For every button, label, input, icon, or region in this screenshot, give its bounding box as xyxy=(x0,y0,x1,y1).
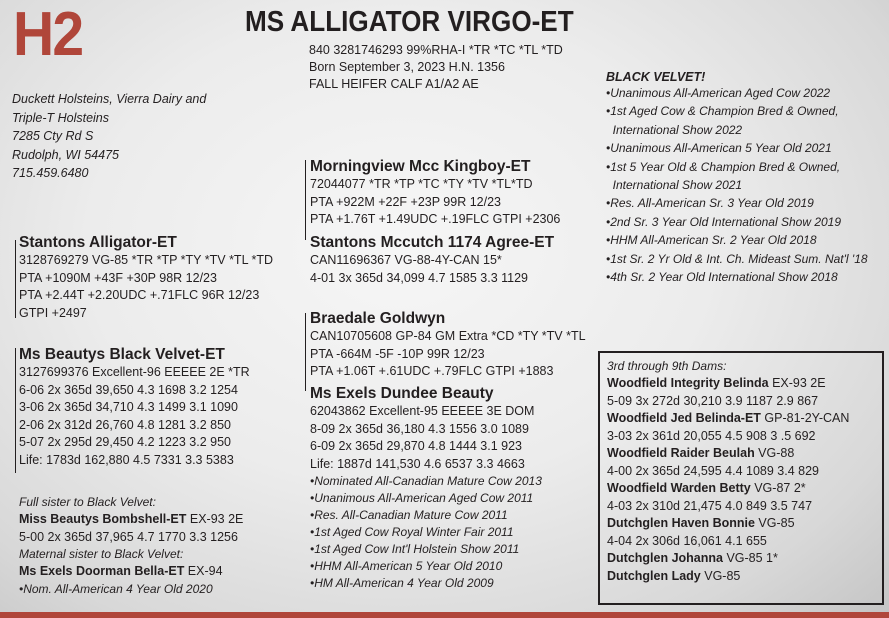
dam-dam-block xyxy=(310,385,542,592)
registration-line: FALL HEIFER CALF A1/A2 AE xyxy=(309,77,479,91)
full-sister-score: EX-93 2E xyxy=(186,512,244,526)
dam-sire-name: Braedale Goldwyn xyxy=(310,310,446,327)
registration-line: Born September 3, 2023 H.N. 1356 xyxy=(309,60,505,74)
sire-sire-name: Morningview Mcc Kingboy-ET xyxy=(310,158,531,175)
sire-sire-line: 72044077 *TR *TP *TC *TY *TV *TL*TD xyxy=(310,177,533,191)
dam-block xyxy=(19,346,250,469)
dam-sire-line: CAN10705608 GP-84 GM Extra *CD *TY *TV *TL xyxy=(310,329,586,343)
full-sister-name: Miss Beautys Bombshell-ET xyxy=(19,512,187,526)
sire-line: 3128769279 VG-85 *TR *TP *TY *TV *TL *TD xyxy=(19,253,274,267)
dam-entry-record: 3-03 2x 361d 20,055 4.5 908 3 .5 692 xyxy=(607,428,816,443)
dams-box xyxy=(598,351,884,605)
dam-line: 3127699376 Excellent-96 EEEEE 2E *TR xyxy=(19,365,250,379)
dam-dam-achievement: •HHM All-American 5 Year Old 2010 xyxy=(310,559,503,573)
sire-line: GTPI +2497 xyxy=(19,305,87,320)
dam-entry-name: Dutchglen Johanna xyxy=(607,551,723,565)
black-velvet-item: International Show 2022 xyxy=(606,122,743,137)
owner-line: Rudolph, WI 54475 xyxy=(12,147,120,162)
black-velvet-item: International Show 2021 xyxy=(606,178,743,193)
dam-sire-block xyxy=(310,310,586,381)
dam-entry-name: Woodfield Warden Betty xyxy=(607,481,751,495)
bottom-accent-bar xyxy=(0,612,889,618)
maternal-sister-label: Maternal sister to Black Velvet: xyxy=(19,547,184,561)
sire-line: PTA +1090M +43F +30P 98R 12/23 xyxy=(19,270,217,285)
dam-dam-achievement: •Nominated All-Canadian Mature Cow 2013 xyxy=(310,474,542,488)
dam-line: 6-06 2x 365d 39,650 4.3 1698 3.2 1254 xyxy=(19,382,238,397)
dam-entry-name: Dutchglen Haven Bonnie xyxy=(607,516,755,530)
dam-entry-score: VG-85 1* xyxy=(722,551,778,565)
dam-line: 3-06 2x 365d 34,710 4.3 1499 3.1 1090 xyxy=(19,400,238,414)
dam-entry-score: VG-87 2* xyxy=(750,481,806,495)
registration-line: 840 3281746293 99%RHA-I *TR *TC *TL *TD xyxy=(309,43,563,57)
black-velvet-item: •Unanimous All-American Aged Cow 2022 xyxy=(606,86,831,100)
pedigree-line-dam xyxy=(15,348,16,473)
dam-sire-line: PTA +1.06T +.61UDC +.79FLC GTPI +1883 xyxy=(310,364,554,378)
maternal-sister-note: •Nom. All-American 4 Year Old 2020 xyxy=(19,581,213,596)
dam-dam-name: Ms Exels Dundee Beauty xyxy=(310,385,494,402)
dam-dam-line: Life: 1887d 141,530 4.6 6537 3.3 4663 xyxy=(310,456,525,471)
dam-name: Ms Beautys Black Velvet-ET xyxy=(19,346,225,363)
dam-dam-achievement: •1st Aged Cow Royal Winter Fair 2011 xyxy=(310,525,514,539)
maternal-sister-score: EX-94 xyxy=(184,564,223,578)
dam-entry-score: GP-81-2Y-CAN xyxy=(760,411,850,425)
sire-sire-block xyxy=(310,158,560,229)
pedigree-line-sire xyxy=(15,240,16,318)
owner-line: 7285 Cty Rd S xyxy=(12,129,94,143)
black-velvet-item: •1st Aged Cow & Champion Bred & Owned, xyxy=(606,104,839,119)
dam-entry-name: Woodfield Jed Belinda-ET xyxy=(607,411,761,425)
dam-entry-score: VG-88 xyxy=(754,446,795,460)
dam-sire-line: PTA -664M -5F -10P 99R 12/23 xyxy=(310,346,485,361)
lot-number: H2 xyxy=(13,0,83,69)
black-velvet-item: •4th Sr. 2 Year Old International Show 2018 xyxy=(606,270,838,285)
pedigree-line-dam-sire xyxy=(305,313,306,391)
sire-sire-line: PTA +922M +22F +23P 99R 12/23 xyxy=(310,194,501,209)
dam-entry-name: Woodfield Integrity Belinda xyxy=(607,376,769,390)
sire-dam-block xyxy=(310,234,554,287)
dam-dam-achievement: •Res. All-Canadian Mature Cow 2011 xyxy=(310,508,508,522)
black-velvet-block xyxy=(606,70,868,286)
sire-dam-name: Stantons Mccutch 1174 Agree-ET xyxy=(310,234,555,251)
owner-line: Triple-T Holsteins xyxy=(12,110,110,125)
dam-dam-line: 8-09 2x 365d 36,180 4.3 1556 3.0 1089 xyxy=(310,421,529,436)
siblings-block xyxy=(19,494,243,598)
dam-entry-record: 4-00 2x 365d 24,595 4.4 1089 3.4 829 xyxy=(607,463,819,478)
dam-dam-achievement: •1st Aged Cow Int'l Holstein Show 2011 xyxy=(310,542,520,556)
dam-line: 2-06 2x 312d 26,760 4.8 1281 3.2 850 xyxy=(19,417,231,432)
dam-entry-record: 4-03 2x 310d 21,475 4.0 849 3.5 747 xyxy=(607,498,813,513)
sire-dam-line: 4-01 3x 365d 34,099 4.7 1585 3.3 1129 xyxy=(310,270,529,285)
registration-info xyxy=(309,42,563,93)
black-velvet-heading: BLACK VELVET! xyxy=(606,70,706,84)
dam-entry-score: EX-93 2E xyxy=(768,376,826,390)
owner-line: Duckett Holsteins, Vierra Dairy and xyxy=(12,92,207,106)
owner-line: 715.459.6480 xyxy=(12,166,89,180)
full-sister-label: Full sister to Black Velvet: xyxy=(19,495,156,509)
dams-heading: 3rd through 9th Dams: xyxy=(607,359,727,373)
black-velvet-item: •Unanimous All-American 5 Year Old 2021 xyxy=(606,141,832,156)
dam-entry-name: Dutchglen Lady xyxy=(607,568,701,583)
dam-dam-achievement: •HM All-American 4 Year Old 2009 xyxy=(310,576,494,590)
dam-entry-score: VG-85 xyxy=(700,568,741,583)
dam-line: 5-07 2x 295d 29,450 4.2 1223 3.2 950 xyxy=(19,435,231,449)
black-velvet-item: •1st 5 Year Old & Champion Bred & Owned, xyxy=(606,159,841,174)
sire-dam-line: CAN11696367 VG-88-4Y-CAN 15* xyxy=(310,253,502,267)
sire-sire-line: PTA +1.76T +1.49UDC +.19FLC GTPI +2306 xyxy=(310,212,561,226)
consignor-info xyxy=(12,90,206,183)
dam-entry-score: VG-85 xyxy=(754,516,795,530)
dam-line: Life: 1783d 162,880 4.5 7331 3.3 5383 xyxy=(19,452,234,467)
maternal-sister-name: Ms Exels Doorman Bella-ET xyxy=(19,564,185,578)
black-velvet-item: •HHM All-American Sr. 2 Year Old 2018 xyxy=(606,233,817,248)
black-velvet-item: •Res. All-American Sr. 3 Year Old 2019 xyxy=(606,196,814,211)
dam-entry-record: 4-04 2x 306d 16,061 4.1 655 xyxy=(607,533,767,548)
dam-dam-achievement: •Unanimous All-American Aged Cow 2011 xyxy=(310,491,534,505)
dam-entry-record: 5-09 3x 272d 30,210 3.9 1187 2.9 867 xyxy=(607,393,819,408)
sire-block xyxy=(19,234,273,322)
black-velvet-item: •1st Sr. 2 Yr Old & Int. Ch. Mideast Sum. Nat'l '18 xyxy=(606,251,868,266)
sire-name: Stantons Alligator-ET xyxy=(19,234,177,251)
animal-title: MS ALLIGATOR VIRGO-ET xyxy=(245,6,574,38)
pedigree-line-sire-sire xyxy=(305,160,306,240)
black-velvet-item: •2nd Sr. 3 Year Old International Show 2019 xyxy=(606,214,842,229)
dam-dam-line: 62043862 Excellent-95 EEEEE 3E DOM xyxy=(310,404,535,418)
full-sister-record: 5-00 2x 365d 37,965 4.7 1770 3.3 1256 xyxy=(19,529,238,544)
sire-line: PTA +2.44T +2.20UDC +.71FLC 96R 12/23 xyxy=(19,288,260,302)
dam-entry-name: Woodfield Raider Beulah xyxy=(607,446,755,460)
dam-dam-line: 6-09 2x 365d 29,870 4.8 1444 3.1 923 xyxy=(310,439,522,453)
